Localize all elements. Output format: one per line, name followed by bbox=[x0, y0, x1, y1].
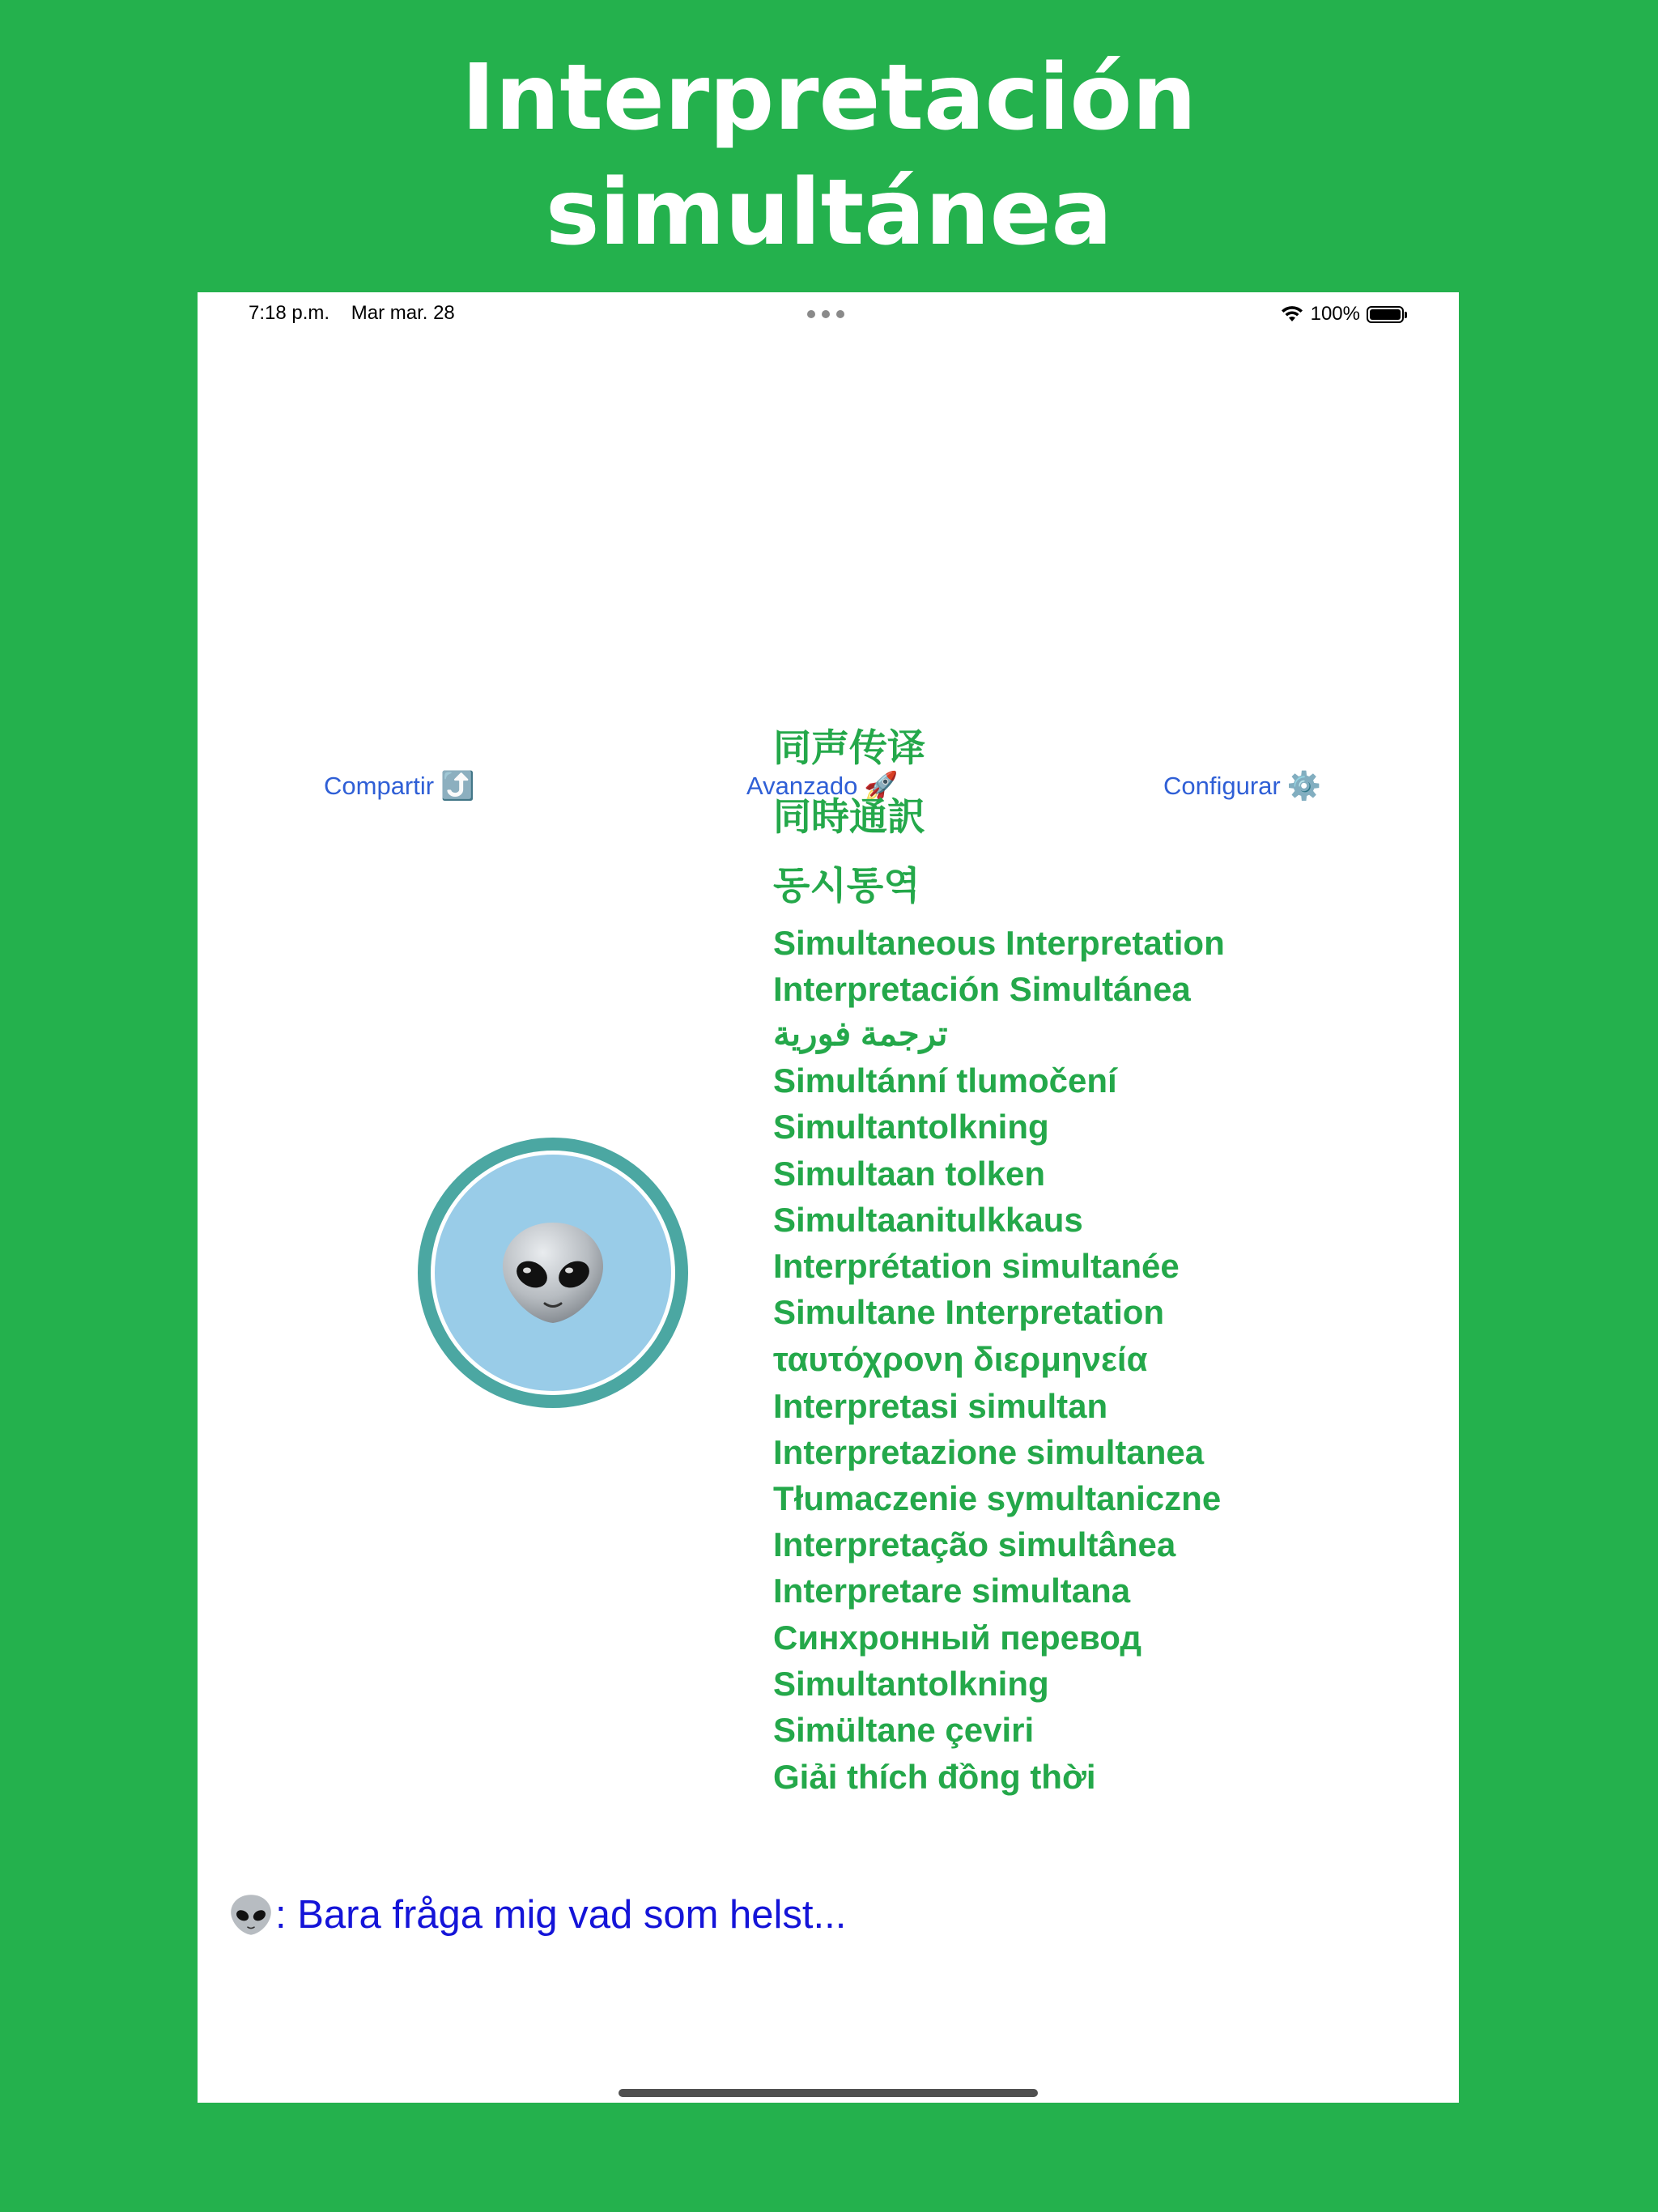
language-item: Simultánní tlumočení bbox=[773, 1061, 1117, 1100]
language-item: Simultaneous Interpretation bbox=[773, 924, 1225, 962]
banner-title-line-1: Interpretación bbox=[461, 45, 1197, 151]
chat-prompt[interactable] bbox=[228, 1892, 846, 1938]
language-item: Simultantolkning bbox=[773, 1665, 1049, 1703]
device-screen bbox=[198, 292, 1459, 2103]
language-item: ταυτόχρονη διερμηνεία bbox=[773, 1340, 1148, 1378]
banner-title-line-2: simultánea bbox=[545, 160, 1113, 266]
alien-icon bbox=[496, 1216, 610, 1329]
promo-banner bbox=[0, 40, 1658, 270]
configure-label: Configurar bbox=[1163, 772, 1281, 800]
language-item: Simultane Interpretation bbox=[773, 1293, 1165, 1331]
gear-icon: ⚙️ bbox=[1286, 771, 1322, 802]
status-bar-left bbox=[249, 302, 471, 325]
language-item: Interprétation simultanée bbox=[773, 1247, 1180, 1285]
language-item: 同声传译 bbox=[773, 726, 925, 771]
language-item: Interpretazione simultanea bbox=[773, 1433, 1205, 1471]
status-time: 7:18 p.m. bbox=[249, 302, 330, 324]
language-item: ترجمة فورية bbox=[773, 1015, 948, 1053]
language-item: Simultaanitulkkaus bbox=[773, 1201, 1083, 1239]
multitasking-dots-icon[interactable] bbox=[807, 310, 844, 318]
language-item: Interpretación Simultánea bbox=[773, 970, 1191, 1008]
language-item: Синхронный перевод bbox=[773, 1619, 1142, 1657]
alien-icon bbox=[228, 1892, 274, 1938]
language-item: Interpretare simultana bbox=[773, 1572, 1131, 1610]
language-item: 동시통역 bbox=[773, 864, 920, 908]
status-bar-right bbox=[1280, 302, 1404, 326]
status-date: Mar mar. 28 bbox=[351, 302, 455, 324]
language-item: Simultaan tolken bbox=[773, 1155, 1046, 1193]
chat-prompt-text: : Bara fråga mig vad som helst... bbox=[275, 1893, 847, 1937]
home-indicator[interactable] bbox=[619, 2089, 1038, 2097]
language-item: Simültane çeviri bbox=[773, 1711, 1035, 1749]
language-item: Giải thích đồng thời bbox=[773, 1758, 1096, 1796]
language-item: Interpretação simultânea bbox=[773, 1525, 1176, 1563]
share-label: Compartir bbox=[324, 772, 435, 800]
alien-avatar-button[interactable] bbox=[418, 1138, 688, 1408]
advanced-label: Avanzado bbox=[746, 772, 858, 800]
share-button[interactable] bbox=[324, 770, 474, 802]
battery-icon bbox=[1367, 306, 1404, 323]
configure-button[interactable] bbox=[1163, 770, 1321, 802]
language-item: Simultantolkning bbox=[773, 1108, 1049, 1146]
rocket-icon: 🚀 bbox=[864, 771, 899, 802]
battery-percent: 100% bbox=[1310, 303, 1360, 325]
language-item: Interpretasi simultan bbox=[773, 1387, 1108, 1425]
wifi-icon bbox=[1280, 305, 1304, 323]
share-icon: ⤴️ bbox=[440, 771, 475, 802]
language-item: Tłumaczenie symultaniczne bbox=[773, 1479, 1222, 1517]
language-item: 同時通訳 bbox=[773, 795, 925, 840]
